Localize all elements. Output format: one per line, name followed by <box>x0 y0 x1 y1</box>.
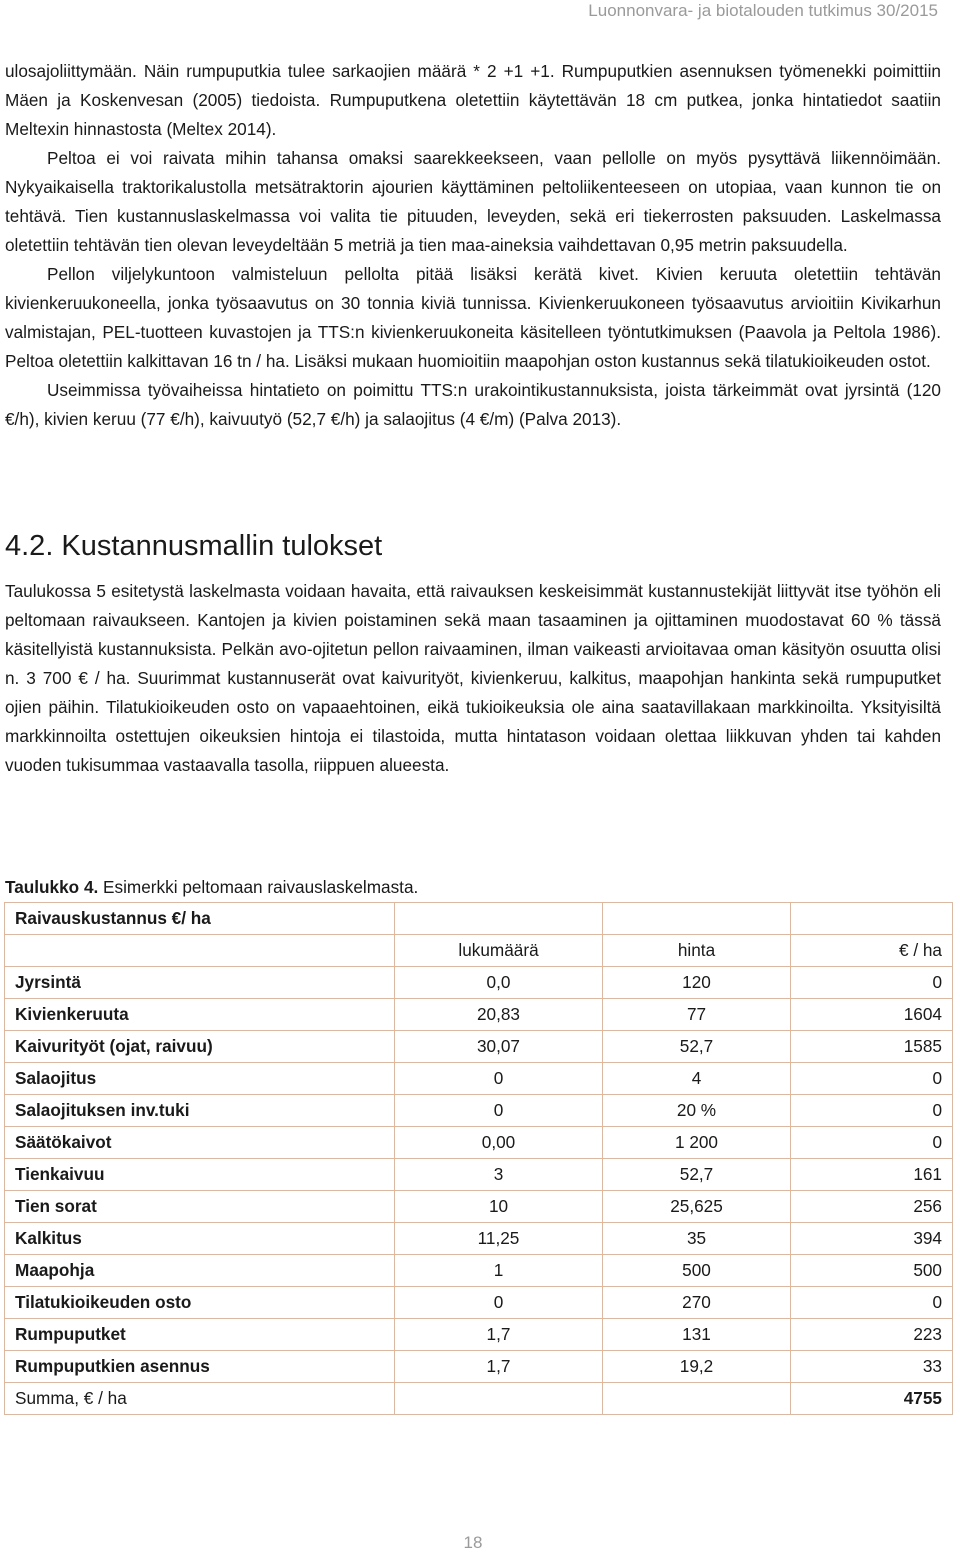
row-label: Salaojitus <box>5 1063 395 1095</box>
table-row <box>5 1063 953 1095</box>
cost-table-body <box>5 903 953 1415</box>
row-price: 20 % <box>603 1095 791 1127</box>
table-cell <box>603 903 791 935</box>
row-count: 0 <box>395 1095 603 1127</box>
table-cell <box>791 903 953 935</box>
table-caption-label: Taulukko 4. <box>5 877 99 897</box>
sum-label: Summa, € / ha <box>5 1383 395 1415</box>
table-row <box>5 999 953 1031</box>
row-label: Maapohja <box>5 1255 395 1287</box>
running-header: Luonnonvara- ja biotalouden tutkimus 30/2015 <box>588 1 938 20</box>
row-per-ha: 1585 <box>791 1031 953 1063</box>
row-count: 10 <box>395 1191 603 1223</box>
table-row <box>5 1031 953 1063</box>
table-sum-row <box>5 1383 953 1415</box>
table-caption <box>5 874 418 900</box>
row-per-ha: 223 <box>791 1319 953 1351</box>
table-row <box>5 1287 953 1319</box>
row-label: Kalkitus <box>5 1223 395 1255</box>
row-label: Säätökaivot <box>5 1127 395 1159</box>
table-row <box>5 1127 953 1159</box>
row-per-ha: 0 <box>791 1127 953 1159</box>
row-label: Rumpuputket <box>5 1319 395 1351</box>
table-header-row <box>5 935 953 967</box>
paragraph: Useimmissa työvaiheissa hintatieto on poimittu TTS:n urakointikustannuksista, joista tärkeimmät ovat jyrsintä (120 €/h), kivien keruu (77 €/h), kaivuutyö (52,7 €/h) ja salaojitus (4 €/m) (Palva 2013). <box>5 380 941 429</box>
row-count: 0,00 <box>395 1127 603 1159</box>
row-price: 77 <box>603 999 791 1031</box>
row-label: Salaojituksen inv.tuki <box>5 1095 395 1127</box>
table-row <box>5 1255 953 1287</box>
row-price: 35 <box>603 1223 791 1255</box>
table-cell <box>395 903 603 935</box>
row-count: 11,25 <box>395 1223 603 1255</box>
paragraph: Peltoa ei voi raivata mihin tahansa omaksi saarekkeekseen, vaan pellolle on myös pysyttävä liikennöimään. Nykyaikaisella traktorikalustolla metsätraktorin ajourien käyttäminen peltoliikenteeseen on utopiaa, vaan kunnon tie on tehtävä. Tien kustannuslaskelmassa voi valita tie pituuden, leveyden, sekä eri tiekerrosten paksuuden. Laskelmassa oletettiin tehtävän tien olevan leveydeltään 5 metriä ja tien maa-aineksia vaihdettavan 0,95 metrin paksuudella. <box>5 148 941 255</box>
paragraph: Taulukossa 5 esitetystä laskelmasta voidaan havaita, että raivauksen keskeisimmät kustannustekijät liittyvät itse työhön eli peltomaan raivaukseen. Kantojen ja kivien poistaminen sekä maan tasaaminen ja ojittaminen muodostavat 60 % tässä käsitellyistä kustannuksista. Pelkän avo-ojitetun pellon raivaaminen, ilman vaikeasti arvioitavaa oman käsityön osuutta olisi n. 3 700 € / ha. Suurimmat kustannuserät ovat kaivurityöt, kivienkeruu, kalkitus, maapohjan hankinta sekä rumpuputket ojien päihin. Tilatukioikeuden osto on vapaaehtoinen, eikä tukioikeuksia ole aina saatavillakaan markkinoilta. Yksityisiltä markkinnoilta ostettujen oikeuksien hintoja ei tilastoida, mutta hintatason voidaan olettaa liikkuvan yhden tai kahden vuoden tukisummaa vastaavalla tasolla, riippuen alueesta. <box>5 581 941 775</box>
row-label: Rumpuputkien asennus <box>5 1351 395 1383</box>
column-header: hinta <box>603 935 791 967</box>
row-per-ha: 33 <box>791 1351 953 1383</box>
table-row <box>5 1159 953 1191</box>
row-price: 500 <box>603 1255 791 1287</box>
table-row <box>5 1223 953 1255</box>
intro-section <box>5 57 941 434</box>
table-row <box>5 1319 953 1351</box>
table-caption-text: Esimerkki peltomaan raivauslaskelmasta. <box>98 877 419 897</box>
row-per-ha: 500 <box>791 1255 953 1287</box>
row-per-ha: 394 <box>791 1223 953 1255</box>
results-section <box>5 577 941 780</box>
paragraph: ulosajoliittymään. Näin rumpuputkia tulee sarkaojien määrä * 2 +1 +1. Rumpuputkien asennuksen työmenekki poimittiin Mäen ja Koskenvesan (2005) tiedoista. Rumpuputkena oletettiin käytettävän 18 cm putkea, jonka hintatiedot saatiin Meltexin hinnastosta (Meltex 2014). <box>5 61 941 139</box>
page-number: 18 <box>463 1533 483 1552</box>
sum-value: 4755 <box>791 1383 953 1415</box>
row-price: 52,7 <box>603 1159 791 1191</box>
row-count: 30,07 <box>395 1031 603 1063</box>
table-cell <box>5 935 395 967</box>
row-count: 1,7 <box>395 1351 603 1383</box>
table-title: Raivauskustannus €/ ha <box>5 903 395 935</box>
row-price: 120 <box>603 967 791 999</box>
row-count: 1,7 <box>395 1319 603 1351</box>
table-cell <box>603 1383 791 1415</box>
row-count: 1 <box>395 1255 603 1287</box>
row-label: Tilatukioikeuden osto <box>5 1287 395 1319</box>
table-row <box>5 1095 953 1127</box>
row-per-ha: 256 <box>791 1191 953 1223</box>
table-row <box>5 1191 953 1223</box>
row-price: 131 <box>603 1319 791 1351</box>
column-header: € / ha <box>791 935 953 967</box>
row-count: 20,83 <box>395 999 603 1031</box>
row-label: Kivienkeruuta <box>5 999 395 1031</box>
row-label: Kaivurityöt (ojat, raivuu) <box>5 1031 395 1063</box>
row-per-ha: 1604 <box>791 999 953 1031</box>
row-price: 19,2 <box>603 1351 791 1383</box>
table-title-row <box>5 903 953 935</box>
row-per-ha: 0 <box>791 967 953 999</box>
section-heading: 4.2. Kustannusmallin tulokset <box>5 530 383 562</box>
row-price: 4 <box>603 1063 791 1095</box>
table-cell <box>395 1383 603 1415</box>
column-header: lukumäärä <box>395 935 603 967</box>
row-price: 52,7 <box>603 1031 791 1063</box>
table-row <box>5 967 953 999</box>
paragraph: Pellon viljelykuntoon valmisteluun pellolta pitää lisäksi kerätä kivet. Kivien keruuta oletettiin tehtävän kivienkeruukoneella, jonka työsaavutus on 30 tonnia kiviä tunnissa. Kivienkeruukoneen työsaavutus arvioitiin Kivikarhun valmistajan, PEL-tuotteen kuvastojen ja TTS:n kivienkeruukoneita käsitelleen työntutkimuksen (Paavola ja Peltola 1986). Peltoa oletettiin kalkittavan 16 tn / ha. Lisäksi mukaan huomioitiin maapohjan oston kustannus sekä tilatukioikeuden ostot. <box>5 264 941 371</box>
row-count: 3 <box>395 1159 603 1191</box>
row-price: 1 200 <box>603 1127 791 1159</box>
row-per-ha: 0 <box>791 1063 953 1095</box>
row-count: 0 <box>395 1287 603 1319</box>
row-count: 0,0 <box>395 967 603 999</box>
row-label: Jyrsintä <box>5 967 395 999</box>
row-count: 0 <box>395 1063 603 1095</box>
table-row <box>5 1351 953 1383</box>
row-label: Tien sorat <box>5 1191 395 1223</box>
row-per-ha: 0 <box>791 1095 953 1127</box>
row-label: Tienkaivuu <box>5 1159 395 1191</box>
row-per-ha: 0 <box>791 1287 953 1319</box>
cost-table <box>4 902 953 1415</box>
row-price: 25,625 <box>603 1191 791 1223</box>
row-price: 270 <box>603 1287 791 1319</box>
row-per-ha: 161 <box>791 1159 953 1191</box>
